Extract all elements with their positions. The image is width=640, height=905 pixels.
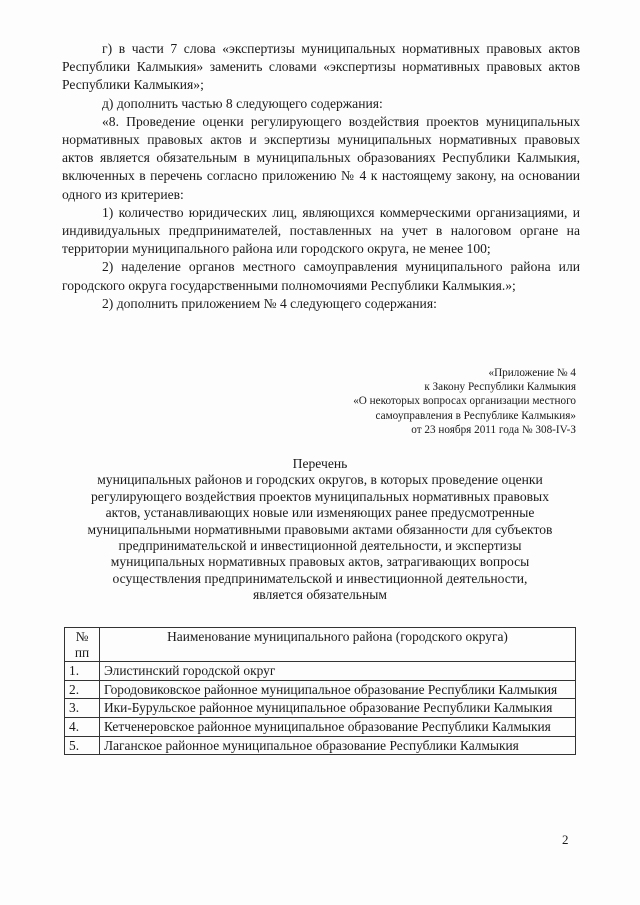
table-row [65, 680, 576, 699]
row-num: 1. [65, 662, 100, 681]
list-title-line: муниципальными нормативными правовыми актами обязанности для субъектов [87, 521, 553, 537]
paragraph-d: д) дополнить частью 8 следующего содержания: [102, 95, 383, 111]
row-num: 4. [65, 717, 100, 736]
appendix-line: самоуправления в Республике Калмыкия» [375, 409, 576, 422]
table-row [65, 736, 576, 755]
table-row [65, 699, 576, 718]
table-row [65, 717, 576, 736]
document-body [62, 40, 580, 313]
header-num: № пп [65, 628, 100, 662]
appendix-header [290, 366, 576, 437]
row-num: 2. [65, 680, 100, 699]
row-name: Лаганское районное муниципальное образование Республики Калмыкия [100, 736, 576, 755]
paragraph-g: г) в части 7 слова «экспертизы муниципальных нормативных правовых актов Республики Калмыкия» заменить словами «экспертизы нормативных правовых актов Республики Калмыкия»; [62, 41, 580, 93]
paragraph-part-8: «8. Проведение оценки регулирующего воздействия проектов муниципальных нормативных правовых актов и экспертизы муниципальных нормативных правовых актов является обязательным в муниципальных образованиях Республики Калмыкия, включенных в перечень согласно приложению № 4 к настоящему закону, на основании одного из критериев: [62, 113, 580, 202]
paragraph-criterion-1: 1) количество юридических лиц, являющихся коммерческими организациями, и индивидуальных предпринимателей, поставленных на учет в налоговом органе на территории муниципального района или городского округа, не менее 100; [62, 204, 580, 257]
list-title [40, 456, 600, 604]
list-heading: Перечень [292, 456, 348, 471]
list-title-line: регулирующего воздействия проектов муниципальных нормативных правовых [90, 488, 549, 504]
municipalities-table [64, 627, 576, 755]
paragraph-criterion-2: 2) наделение органов местного самоуправления муниципального района или городского округа государственными полномочиями Республики Калмыкия.»; [62, 259, 580, 293]
row-name: Городовиковское районное муниципальное образование Республики Калмыкия [100, 680, 576, 699]
list-title-line: муниципальных нормативных правовых актов, затрагивающих вопросы [110, 554, 530, 570]
list-title-line: предпринимательской и инвестиционной деятельности, и экспертизы [118, 538, 522, 554]
list-title-line: муниципальных районов и городских округов, в которых проведение оценки [97, 472, 543, 488]
table-row [65, 662, 576, 681]
row-name: Кетченеровское районное муниципальное образование Республики Калмыкия [100, 717, 576, 736]
table-header-row [65, 628, 576, 662]
appendix-line: «О некоторых вопросах организации местного [353, 395, 576, 408]
list-title-line: является обязательным [253, 587, 387, 603]
header-name: Наименование муниципального района (городского округа) [100, 628, 576, 662]
paragraph-add-appendix: 2) дополнить приложением № 4 следующего содержания: [102, 295, 437, 311]
row-num: 5. [65, 736, 100, 755]
row-num: 3. [65, 699, 100, 718]
row-name: Элистинский городской округ [100, 662, 576, 681]
row-name: Ики-Бурульское районное муниципальное образование Республики Калмыкия [100, 699, 576, 718]
appendix-line: к Закону Республики Калмыкия [424, 381, 576, 394]
list-title-line: актов, устанавливающих новые или изменяющих ранее предусмотренные [105, 505, 535, 521]
page-number: 2 [562, 832, 569, 847]
list-title-line: осуществления предпринимательской и инвестиционной деятельности, [112, 570, 528, 586]
appendix-line: от 23 ноября 2011 года № 308-IV-З [411, 423, 576, 436]
appendix-line: «Приложение № 4 [488, 367, 576, 379]
